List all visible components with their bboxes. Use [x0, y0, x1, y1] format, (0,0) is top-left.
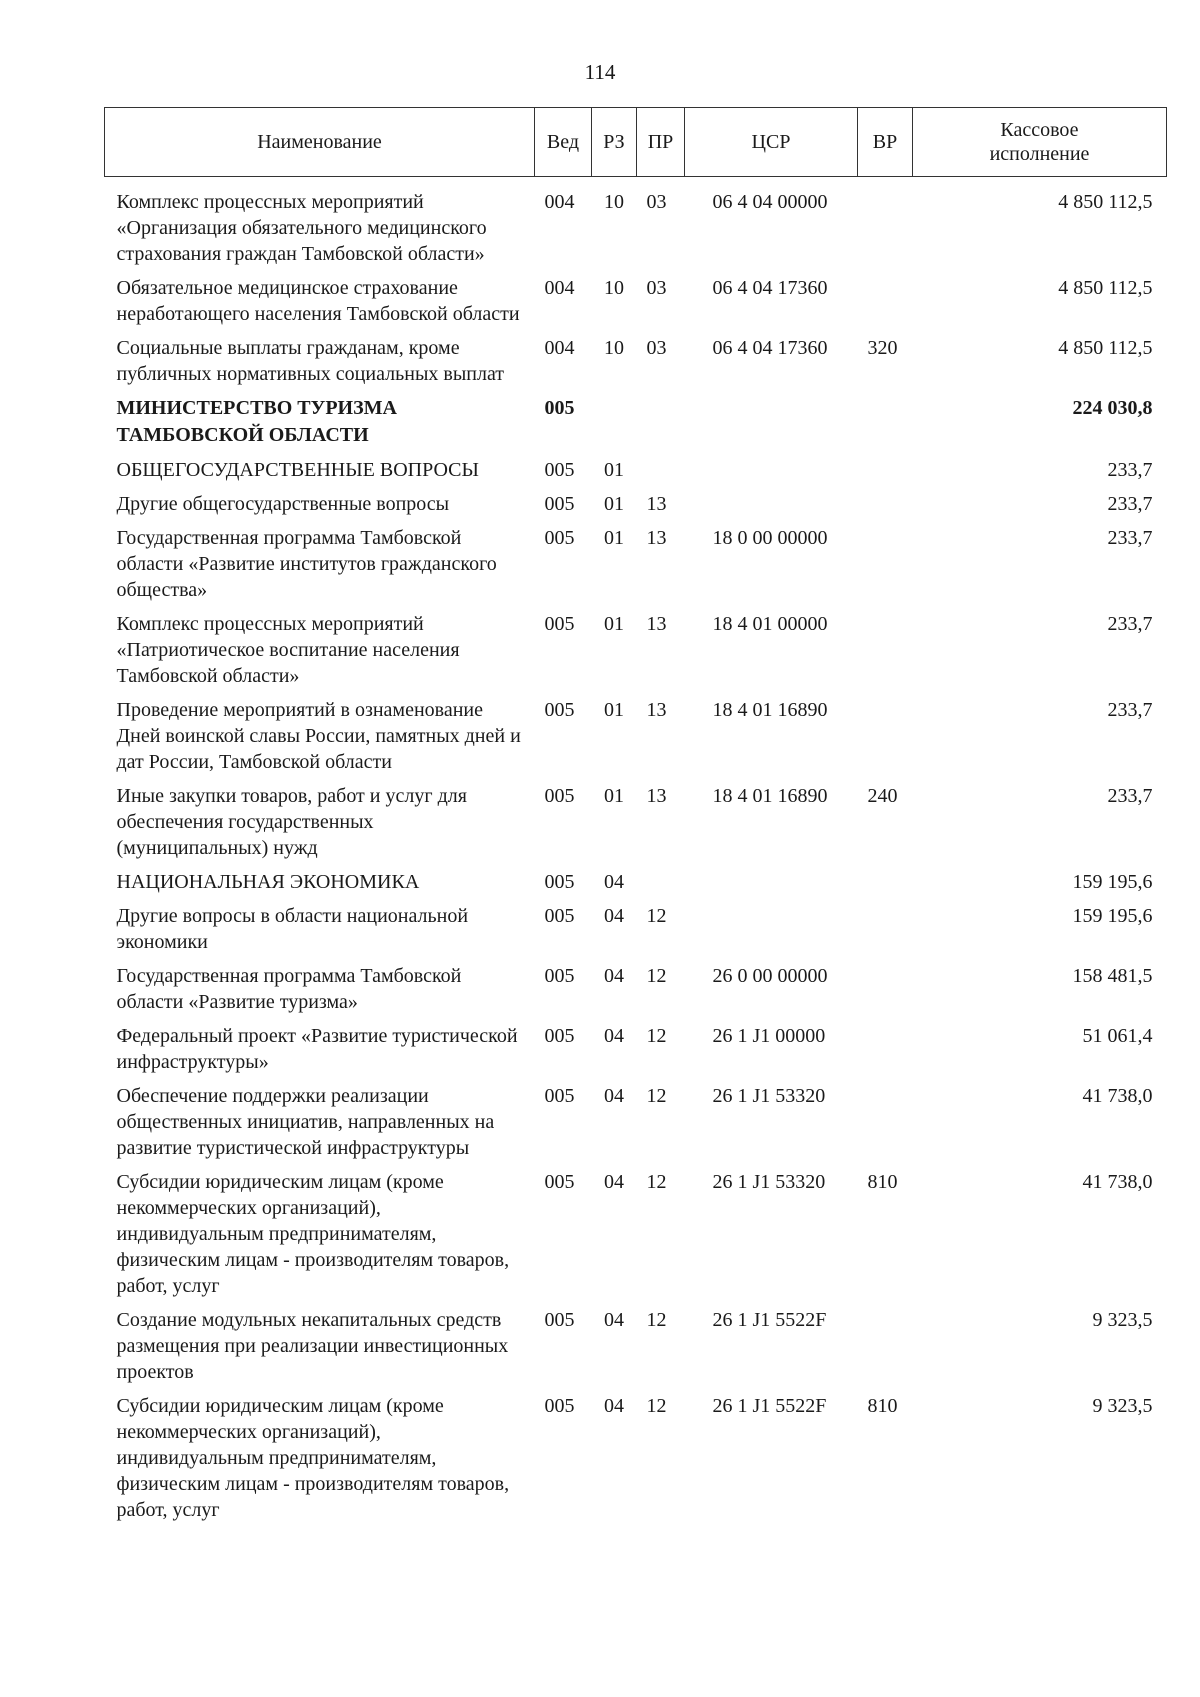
- row-ved: 004: [544, 277, 575, 299]
- row-csr: [685, 903, 858, 963]
- row-amount: 159 195,6: [1072, 871, 1153, 893]
- table-header-row: [105, 108, 1167, 177]
- row-csr: 26 1 J1 53320: [712, 1085, 826, 1107]
- row-csr: [685, 869, 858, 903]
- row-amount: 233,7: [1107, 493, 1153, 515]
- row-amount: 41 738,0: [1082, 1085, 1153, 1107]
- row-ved: 005: [544, 493, 575, 515]
- row-name: Комплекс процессных мероприятий «Патриотическое воспитание населения Тамбовской области»: [116, 613, 460, 687]
- row-vr: [858, 903, 913, 963]
- table-row: [105, 1083, 1167, 1169]
- row-ved: 005: [544, 1395, 575, 1417]
- table-row: [105, 335, 1167, 395]
- row-name: Комплекс процессных мероприятий «Организация обязательного медицинского страхования граждан Тамбовской области»: [116, 191, 487, 265]
- row-rz: 04: [604, 871, 624, 893]
- header-pr: ПР: [637, 108, 685, 177]
- table-row: [105, 611, 1167, 697]
- row-rz: 01: [604, 699, 624, 721]
- row-pr: 12: [646, 1309, 667, 1331]
- row-csr: 18 4 01 00000: [712, 613, 828, 635]
- table-row: [105, 177, 1167, 276]
- row-ved: 005: [544, 397, 575, 419]
- row-vr: [858, 275, 913, 335]
- row-pr: 13: [646, 613, 667, 635]
- row-vr: [858, 963, 913, 1023]
- header-amount-line1: Кассовое: [1000, 119, 1079, 141]
- row-vr: [858, 697, 913, 783]
- table-row: [105, 963, 1167, 1023]
- table-row: [105, 869, 1167, 903]
- row-pr: 12: [646, 1395, 667, 1417]
- row-amount: 158 481,5: [1072, 965, 1153, 987]
- row-pr: [637, 395, 685, 457]
- table-row: [105, 395, 1167, 457]
- row-vr: [858, 395, 913, 457]
- row-vr: [858, 869, 913, 903]
- row-csr: 06 4 04 17360: [712, 337, 828, 359]
- row-pr: 03: [646, 277, 667, 299]
- row-vr: 810: [867, 1395, 898, 1417]
- row-amount: 4 850 112,5: [1058, 277, 1153, 299]
- row-name: Иные закупки товаров, работ и услуг для обеспечения государственных (муниципальных) нужд: [116, 785, 467, 859]
- table-row: [105, 491, 1167, 525]
- row-csr: [685, 457, 858, 491]
- budget-table: [104, 107, 1167, 1531]
- row-vr: [858, 1083, 913, 1169]
- row-rz: 04: [604, 1309, 624, 1331]
- row-rz: 10: [604, 337, 624, 359]
- row-name: Социальные выплаты гражданам, кроме публичных нормативных социальных выплат: [116, 337, 505, 385]
- row-ved: 005: [544, 459, 575, 481]
- row-amount: 233,7: [1107, 785, 1153, 807]
- row-name: Федеральный проект «Развитие туристической инфраструктуры»: [116, 1025, 518, 1073]
- row-pr: 12: [646, 1085, 667, 1107]
- row-ved: 005: [544, 1085, 575, 1107]
- row-csr: 26 1 J1 00000: [712, 1025, 826, 1047]
- row-amount: 9 323,5: [1092, 1309, 1153, 1331]
- row-vr: 320: [867, 337, 898, 359]
- row-rz: [592, 395, 637, 457]
- row-rz: 04: [604, 1171, 624, 1193]
- row-pr: 13: [646, 785, 667, 807]
- row-amount: 51 061,4: [1082, 1025, 1153, 1047]
- row-csr: 26 1 J1 5522F: [712, 1309, 827, 1331]
- header-amount: [913, 108, 1167, 177]
- row-rz: 04: [604, 965, 624, 987]
- header-amount-line2: исполнение: [989, 143, 1090, 165]
- table-row: [105, 275, 1167, 335]
- row-ved: 005: [544, 1171, 575, 1193]
- row-name: Субсидии юридическим лицам (кроме некоммерческих организаций), индивидуальным предпринимателям, физическим лицам - производителям товаров, работ, услуг: [116, 1171, 510, 1297]
- row-amount: 4 850 112,5: [1058, 191, 1153, 213]
- row-name: Создание модульных некапитальных средств размещения при реализации инвестиционных проектов: [116, 1309, 509, 1383]
- header-rz: РЗ: [592, 108, 637, 177]
- row-amount: 233,7: [1107, 527, 1153, 549]
- row-name: Субсидии юридическим лицам (кроме некоммерческих организаций), индивидуальным предпринимателям, физическим лицам - производителям товаров, работ, услуг: [116, 1395, 510, 1521]
- row-csr: [685, 491, 858, 525]
- row-ved: 005: [544, 1025, 575, 1047]
- row-vr: 240: [867, 785, 898, 807]
- row-ved: 005: [544, 785, 575, 807]
- table-row: [105, 525, 1167, 611]
- row-rz: 10: [604, 277, 624, 299]
- row-name: ОБЩЕГОСУДАРСТВЕННЫЕ ВОПРОСЫ: [116, 459, 479, 481]
- row-vr: [858, 457, 913, 491]
- table-row: [105, 903, 1167, 963]
- row-name: Обязательное медицинское страхование неработающего населения Тамбовской области: [116, 277, 520, 325]
- row-amount: 233,7: [1107, 459, 1153, 481]
- row-pr: [637, 869, 685, 903]
- row-amount: 41 738,0: [1082, 1171, 1153, 1193]
- row-pr: 13: [646, 493, 667, 515]
- row-name: Государственная программа Тамбовской области «Развитие институтов гражданского общества»: [116, 527, 497, 601]
- row-csr: 18 4 01 16890: [712, 699, 828, 721]
- header-name: Наименование: [105, 108, 535, 177]
- row-pr: 12: [646, 905, 667, 927]
- table-row: [105, 783, 1167, 869]
- row-ved: 005: [544, 871, 575, 893]
- row-csr: 18 4 01 16890: [712, 785, 828, 807]
- row-csr: 26 1 J1 53320: [712, 1171, 826, 1193]
- row-ved: 005: [544, 527, 575, 549]
- table-body: [105, 177, 1167, 1532]
- row-name: Другие вопросы в области национальной экономики: [116, 905, 469, 953]
- row-ved: 005: [544, 905, 575, 927]
- row-pr: 12: [646, 965, 667, 987]
- row-pr: 12: [646, 1171, 667, 1193]
- header-ved: Вед: [535, 108, 592, 177]
- row-name: Обеспечение поддержки реализации общественных инициатив, направленных на развитие туристической инфраструктуры: [116, 1085, 495, 1159]
- row-pr: 03: [646, 191, 667, 213]
- row-amount: 233,7: [1107, 613, 1153, 635]
- row-name: Другие общегосударственные вопросы: [116, 493, 450, 515]
- row-pr: 13: [646, 699, 667, 721]
- page-number: 114: [584, 60, 616, 84]
- row-vr: [858, 1023, 913, 1083]
- row-csr: 26 1 J1 5522F: [712, 1395, 827, 1417]
- row-vr: [858, 525, 913, 611]
- row-pr: 03: [646, 337, 667, 359]
- row-rz: 04: [604, 1395, 624, 1417]
- table-row: [105, 1169, 1167, 1307]
- row-name: Государственная программа Тамбовской области «Развитие туризма»: [116, 965, 462, 1013]
- row-rz: 01: [604, 459, 624, 481]
- row-rz: 04: [604, 1085, 624, 1107]
- row-rz: 04: [604, 1025, 624, 1047]
- row-ved: 005: [544, 1309, 575, 1331]
- row-ved: 005: [544, 613, 575, 635]
- row-rz: 01: [604, 527, 624, 549]
- row-csr: [685, 395, 858, 457]
- table-row: [105, 1023, 1167, 1083]
- row-csr: 06 4 04 17360: [712, 277, 828, 299]
- row-csr: 18 0 00 00000: [712, 527, 828, 549]
- table-row: [105, 457, 1167, 491]
- row-amount: 224 030,8: [1072, 397, 1153, 419]
- row-amount: 159 195,6: [1072, 905, 1153, 927]
- row-ved: 004: [544, 337, 575, 359]
- row-pr: 13: [646, 527, 667, 549]
- row-vr: [858, 177, 913, 276]
- row-rz: 01: [604, 613, 624, 635]
- table-row: [105, 697, 1167, 783]
- row-ved: 004: [544, 191, 575, 213]
- row-ved: 005: [544, 965, 575, 987]
- row-csr: 26 0 00 00000: [712, 965, 828, 987]
- row-csr: 06 4 04 00000: [712, 191, 828, 213]
- row-pr: [637, 457, 685, 491]
- row-pr: 12: [646, 1025, 667, 1047]
- row-ved: 005: [544, 699, 575, 721]
- row-amount: 4 850 112,5: [1058, 337, 1153, 359]
- row-rz: 01: [604, 493, 624, 515]
- table-row: [105, 1307, 1167, 1393]
- row-rz: 01: [604, 785, 624, 807]
- row-vr: [858, 491, 913, 525]
- budget-table-container: [104, 107, 1166, 1531]
- header-csr: ЦСР: [685, 108, 858, 177]
- row-vr: [858, 611, 913, 697]
- row-name: Проведение мероприятий в ознаменование Дней воинской славы России, памятных дней и дат России, Тамбовской области: [116, 699, 521, 773]
- row-amount: 233,7: [1107, 699, 1153, 721]
- table-row: [105, 1393, 1167, 1531]
- row-name: МИНИСТЕРСТВО ТУРИЗМА ТАМБОВСКОЙ ОБЛАСТИ: [116, 397, 397, 446]
- row-rz: 10: [604, 191, 624, 213]
- row-name: НАЦИОНАЛЬНАЯ ЭКОНОМИКА: [116, 871, 420, 893]
- row-amount: 9 323,5: [1092, 1395, 1153, 1417]
- row-vr: [858, 1307, 913, 1393]
- row-rz: 04: [604, 905, 624, 927]
- header-vr: ВР: [858, 108, 913, 177]
- row-vr: 810: [867, 1171, 898, 1193]
